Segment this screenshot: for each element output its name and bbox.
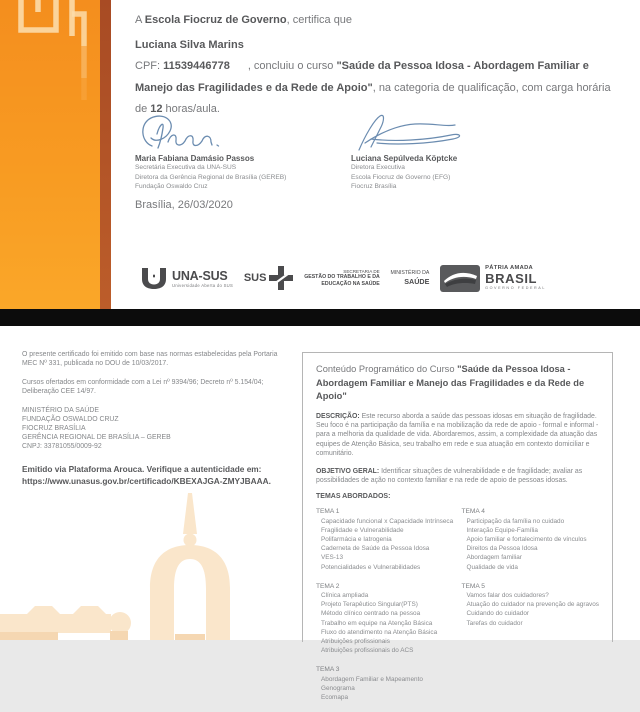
tema-2: [316, 582, 461, 656]
temas-column-right: [461, 507, 599, 712]
legal-paragraph-1: O presente certificado foi emitido com base nas normas estabelecidas pela Portaria MEC Nº 331, publicada no DOU de 10/03/2017.: [22, 351, 278, 368]
tema-item: Método clínico centrado na pessoa: [321, 610, 421, 618]
tema-item: Atribuições profissionais: [321, 637, 390, 645]
tema-1: [316, 507, 461, 571]
tema-item: Atuação do cuidador na prevenção de agravos: [466, 601, 599, 609]
tema-item: Participação da família no cuidado: [466, 517, 565, 525]
signer-role: Diretora Executiva: [351, 164, 405, 171]
institutional-logos-row: [140, 254, 546, 302]
tema-item: Caderneta de Saúde da Pessoa Idosa: [321, 545, 430, 553]
program-description: [316, 412, 599, 459]
cpf-label: CPF:: [135, 60, 161, 72]
certificate-page: [0, 0, 640, 309]
orange-band-edge: [100, 0, 111, 309]
decorative-orange-band: [0, 0, 111, 309]
hours-value: 12: [150, 103, 163, 115]
body-after-course: , na categoria de qualificação, com carga horária de: [135, 81, 611, 115]
tema-item: Capacidade funcional x Capacidade Intrínseca: [321, 517, 454, 525]
tema-item: VES-13: [321, 554, 344, 562]
org-line: MINISTÉRIO DA SAÚDE: [22, 406, 99, 414]
unasus-name: UNA-SUS: [172, 268, 228, 283]
org-line: GERÊNCIA REGIONAL DE BRASÍLIA – GEREB: [22, 434, 171, 442]
tema-item: Vamos falar dos cuidadores?: [466, 591, 549, 599]
tema-item: Fragilidade e Vulnerabilidade: [321, 526, 404, 534]
signer-role: Secretária Executiva da UNA-SUS: [135, 164, 237, 171]
temas-heading: TEMAS ABORDADOS:: [316, 493, 391, 501]
secretaria-logo: [304, 269, 380, 288]
tema-item: Atribuições profissionais do ACS: [321, 647, 414, 655]
tema-item: Direitos da Pessoa Idosa: [466, 545, 538, 553]
temas-columns: [316, 507, 599, 712]
ministerio-line1: MINISTÉRIO DA: [390, 270, 430, 277]
signature-block-left: [135, 112, 333, 192]
certificate-body: [135, 56, 617, 121]
brasil-flag-icon: [440, 265, 480, 292]
tema-item: Genograma: [321, 684, 355, 692]
org-line: FIOCRUZ BRASÍLIA: [22, 425, 86, 433]
org-line: CNPJ: 33781055/0009-92: [22, 443, 102, 451]
tema-item: Interação Equipe-Família: [466, 526, 538, 534]
signature-block-right: [351, 112, 571, 192]
issuer-name: Escola Fiocruz de Governo: [144, 14, 287, 26]
signatures-row: [135, 112, 571, 192]
temas-column-left: [316, 507, 461, 712]
place-and-date: Brasília, 26/03/2020: [135, 199, 233, 211]
brasil-line2: BRASIL: [485, 271, 538, 287]
signer-role: Diretora da Gerência Regional de Brasília (GEREB): [135, 173, 287, 181]
signer-role: Fiocruz Brasília: [351, 183, 397, 191]
hours-suffix: horas/aula.: [165, 103, 220, 115]
tema-5: [461, 582, 599, 628]
verify-text: Emitido via Plataforma Arouca. Verifique a autenticidade em:: [22, 463, 262, 474]
unasus-subtitle: Universidade Aberta do SUS: [172, 282, 234, 288]
brasil-line3: GOVERNO FEDERAL: [485, 285, 546, 290]
sus-cross-icon: [269, 266, 293, 290]
unasus-text: [172, 269, 233, 288]
intro-prefix: A: [135, 14, 145, 26]
intro-suffix: , certifica que: [286, 14, 353, 26]
tema-item: Cuidando do cuidador: [466, 610, 530, 618]
authenticity-note: [22, 463, 290, 487]
verso-page: [0, 326, 640, 701]
org-line: FUNDAÇÃO OSWALDO CRUZ: [22, 415, 119, 423]
certificate-intro: [135, 14, 352, 26]
signer-role: Fundação Oswaldo Cruz: [135, 183, 208, 191]
brasil-line1: PÁTRIA AMADA: [485, 264, 534, 271]
tema-3: [316, 665, 461, 702]
secretaria-line1: SECRETARIA DE: [343, 268, 380, 274]
organization-block: [22, 406, 290, 452]
student-name: Luciana Silva Marins: [135, 39, 244, 51]
verify-url[interactable]: https://www.unasus.gov.br/certificado/KBEXAJGA-ZMYJBAAA.: [22, 475, 271, 486]
unasus-logo: [140, 266, 233, 291]
sus-logo: [244, 266, 294, 290]
secretaria-line2: GESTÃO DO TRABALHO E DA: [304, 274, 380, 281]
page-divider-band: [0, 309, 640, 326]
tema-4: [461, 507, 599, 571]
signer-role: Escola Fiocruz de Governo (EFG): [351, 173, 451, 181]
program-title-prefix: Conteúdo Programático do Curso: [316, 364, 458, 374]
signer-name: Maria Fabiana Damásio Passos: [135, 154, 255, 163]
secretaria-line3: EDUCAÇÃO NA SAÚDE: [321, 280, 380, 287]
program-title-course: "Saúde da Pessoa Idosa - Abordagem Familiar e Manejo das Fragilidades e da Rede de Apoio": [316, 364, 585, 401]
tema-title: TEMA 4: [461, 508, 485, 516]
tema-item: Fluxo do atendimento na Atenção Básica: [321, 628, 438, 636]
patria-amada-brasil-logo: [440, 265, 546, 292]
tema-title: TEMA 1: [316, 508, 340, 516]
tema-item: Abordagem Familiar e Mapeamento: [321, 675, 423, 683]
legal-paragraph-2: Cursos ofertados em conformidade com a Lei nº 9394/96; Decreto nº 5.154/04; Deliberação CEE 14/97.: [22, 378, 264, 396]
cpf-value: 11539446778: [163, 60, 230, 72]
tema-item: Qualidade de vida: [466, 563, 518, 571]
tema-item: Polifarmácia e Iatrogenia: [321, 535, 392, 543]
sus-name: SUS: [243, 272, 267, 284]
tema-item: Clínica ampliada: [321, 591, 369, 599]
course-title: "Saúde da Pessoa Idosa - Abordagem Familiar e Manejo das Fragilidades e da Rede de Apoio": [135, 60, 589, 94]
signature-scribble-left: [135, 112, 245, 152]
tema-item: Abordagem familiar: [466, 554, 522, 562]
program-objective: [316, 467, 599, 486]
program-title: [316, 363, 599, 404]
tema-item: Potencialidades e Vulnerabilidades: [321, 563, 421, 571]
unasus-emblem-icon: [140, 266, 168, 291]
descricao-label: DESCRIÇÃO:: [316, 412, 360, 420]
tema-item: Projeto Terapêutico Singular(PTS): [321, 601, 418, 609]
signer-name: Luciana Sepúlveda Köptcke: [351, 154, 458, 163]
legal-notes-column: [22, 350, 290, 487]
tema-title: TEMA 5: [461, 582, 485, 590]
objetivo-label: OBJETIVO GERAL:: [316, 467, 380, 475]
tema-title: TEMA 2: [316, 582, 340, 590]
program-content-box: [302, 352, 613, 701]
tema-item: Ecomapa: [321, 694, 348, 701]
tema-item: Apoio familiar e fortalecimento de vínculos: [466, 535, 587, 543]
tema-item: Tarefas do cuidador: [466, 619, 523, 627]
body-middle: , concluiu o curso: [247, 60, 337, 72]
ministerio-saude-logo: [390, 270, 429, 286]
descricao-text: Este recurso aborda a saúde das pessoas idosas em situação de fragilidade. Seu foco é na participação da família e na mobilização da rede de apoio - formal e informal - para a melhoria da qualidade de vida. Abordaremos, assim, a complexidade da atuação das equipes de Atenção Básica, seu trabalho em rede e sua atuação em contexto domiciliar e comunitário.: [316, 412, 599, 458]
tema-title: TEMA 3: [316, 666, 340, 674]
objetivo-text: Identificar situações de vulnerabilidade e de fragilidade; avaliar as possibilidades de ação no contexto familiar e na rede de apoio de pessoas idosas.: [316, 467, 583, 484]
ministerio-line2: SAÚDE: [404, 276, 430, 286]
brasilia-skyline-outline-art: [0, 0, 111, 110]
signature-scribble-right: [351, 112, 481, 152]
brasil-text: [485, 266, 546, 291]
tema-item: Trabalho em equipe na Atenção Básica: [321, 619, 433, 627]
